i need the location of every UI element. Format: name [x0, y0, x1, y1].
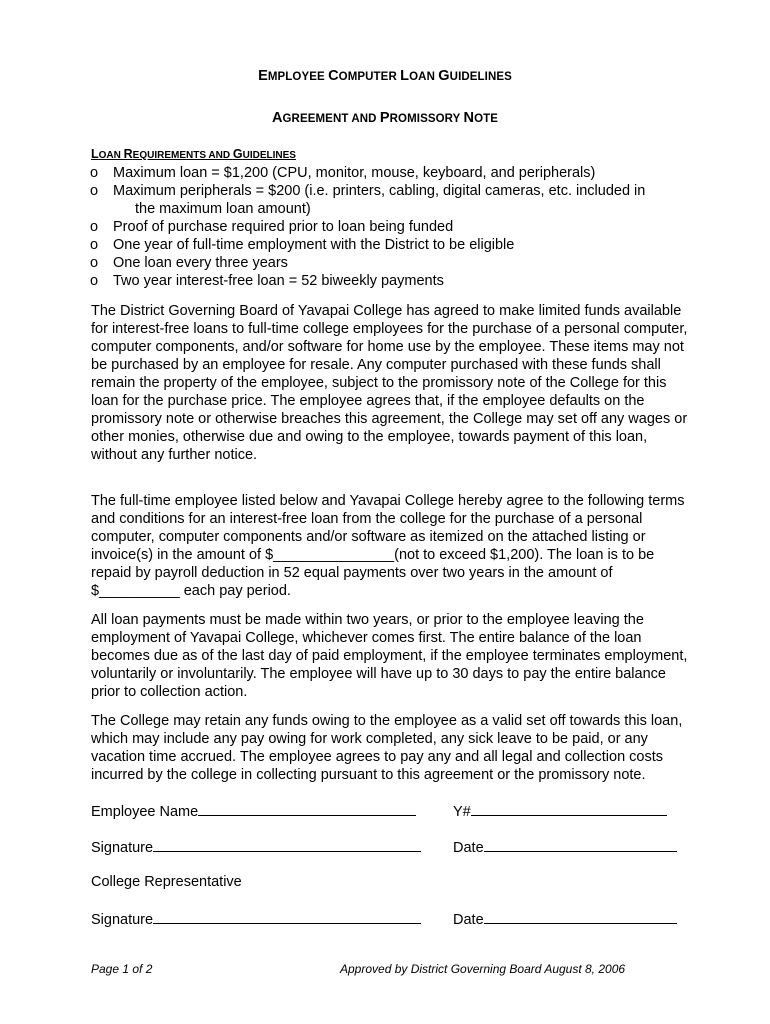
- list-item: o One loan every three years: [90, 255, 288, 271]
- paragraph-board-agreement: The District Governing Board of Yavapai College has agreed to make limited funds available for interest-free loans to full-time college employees for the purchase of a personal computer, computer components, and/or software for home use by the employee. These items may not be purchased by an employee for resale. Any computer purchased with these funds shall remain the property of the employee, subject to the promissory note of the College for this loan for the purchase price. The employee agrees that, if the employee defaults on the promissory note or otherwise breaches this agreement, the College may set off any wages or other monies, otherwise due and owing to the employee, towards payment of this loan, without any further notice.: [91, 303, 688, 463]
- page-number: Page 1 of 2: [91, 962, 153, 976]
- bullet-icon: o: [90, 165, 99, 181]
- employee-name-field[interactable]: Employee Name: [91, 801, 416, 821]
- list-item: o Two year interest-free loan = 52 biweekly payments: [90, 273, 444, 289]
- bullet-icon: o: [90, 183, 99, 199]
- bullet-icon: o: [90, 273, 99, 289]
- employee-date-line[interactable]: [484, 837, 677, 852]
- bullet-icon: o: [90, 237, 99, 253]
- representative-date-field[interactable]: Date: [453, 909, 677, 929]
- employee-signature-field[interactable]: Signature: [91, 837, 421, 857]
- list-item: o One year of full-time employment with the District to be eligible: [90, 237, 515, 253]
- employee-date-field[interactable]: Date: [453, 837, 677, 857]
- list-item: o Proof of purchase required prior to loan being funded: [90, 219, 454, 235]
- requirements-list: [90, 164, 690, 290]
- paragraph-repayment: All loan payments must be made within two years, or prior to the employee leaving the employment of Yavapai College, whichever comes first. The entire balance of the loan becomes due as of the last day of paid employment, if the employee terminates employment, voluntarily or involuntarily. The employee will have up to 30 days to pay the entire balance prior to collection action.: [91, 612, 688, 700]
- y-number-line[interactable]: [471, 801, 667, 816]
- bullet-icon: o: [90, 255, 99, 271]
- approval-note: Approved by District Governing Board August 8, 2006: [340, 962, 626, 976]
- college-representative-label: College Representative: [91, 874, 242, 890]
- paragraph-set-off: The College may retain any funds owing to the employee as a valid set off towards this loan, which may include any pay owing for work completed, any sick leave to be paid, or any vacation time accrued. The employee agrees to pay any and all legal and collection costs incurred by the college in collecting pursuant to this agreement or the promissory note.: [91, 713, 683, 783]
- y-number-field[interactable]: Y#: [453, 801, 667, 821]
- employee-name-line[interactable]: [198, 801, 416, 816]
- bullet-icon: o: [90, 219, 99, 235]
- list-item: o Maximum peripherals = $200 (i.e. printers, cabling, digital cameras, etc. included in the maximum loan amount): [90, 183, 646, 217]
- representative-date-line[interactable]: [484, 909, 677, 924]
- employee-signature-line[interactable]: [153, 837, 421, 852]
- list-item: o Maximum loan = $1,200 (CPU, monitor, mouse, keyboard, and peripherals): [90, 165, 596, 181]
- representative-signature-field[interactable]: Signature: [91, 909, 421, 929]
- paragraph-loan-terms: The full-time employee listed below and Yavapai College hereby agree to the following terms and conditions for an interest-free loan from the college for the purchase of a personal computer, computer components and/or software as itemized on the attached listing or invoice(s) in the amount of $_______________(not to exceed $1,200). The loan is to be repaid by payroll deduction in 52 equal payments over two years in the amount of $__________ each pay period.: [91, 493, 685, 599]
- document-subtitle: AGREEMENT AND PROMISSORY NOTE: [271, 110, 499, 126]
- section-heading: LOAN REQUIREMENTS AND GUIDELINES: [91, 147, 296, 161]
- document-title: EMPLOYEE COMPUTER LOAN GUIDELINES: [258, 68, 512, 84]
- representative-signature-line[interactable]: [153, 909, 421, 924]
